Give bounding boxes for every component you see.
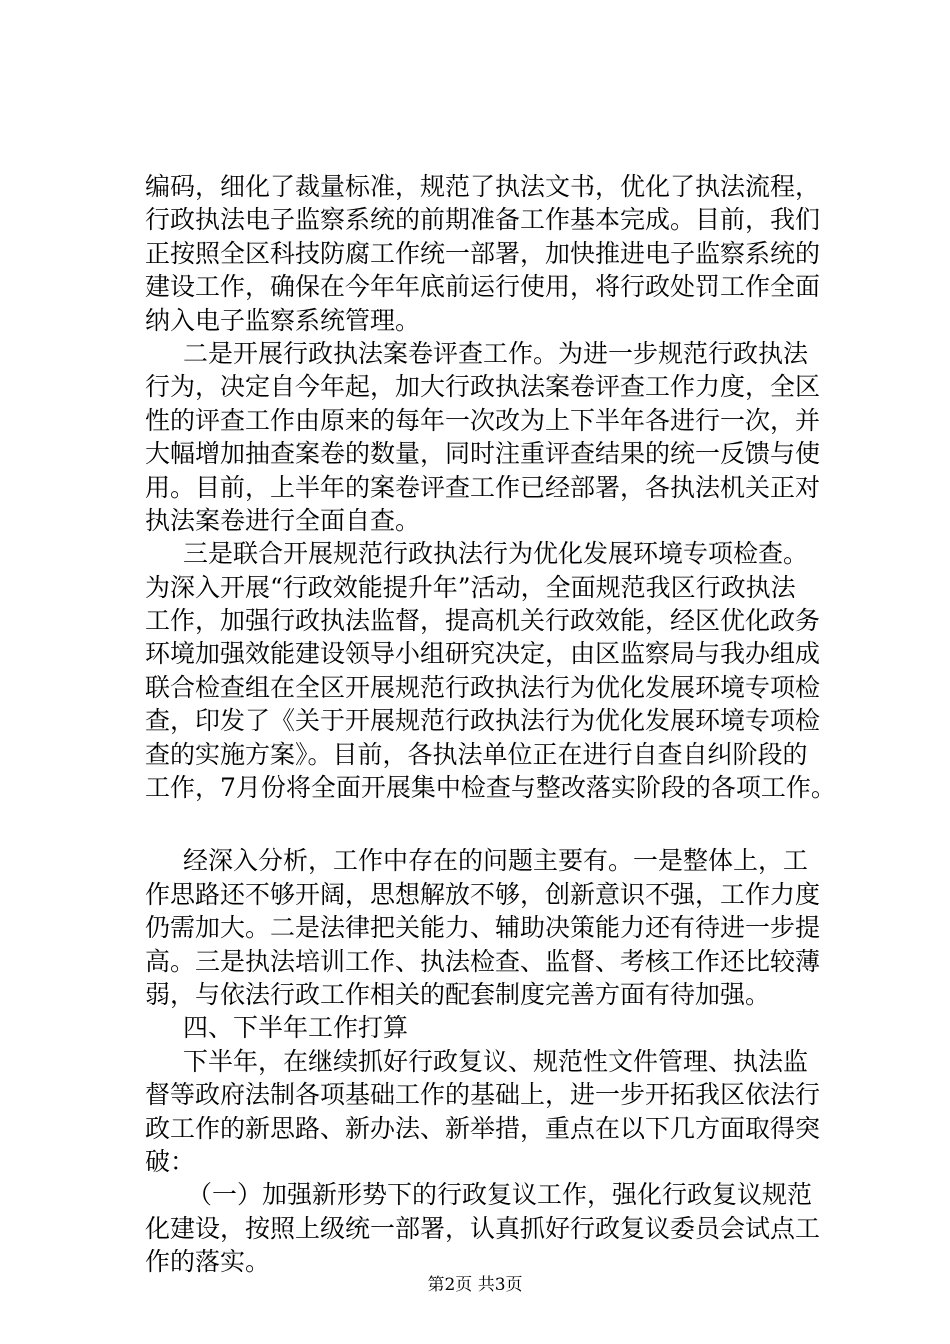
text-line: 弱，与依法行政工作相关的配套制度完善方面有待加强。 [145, 979, 771, 1009]
text-line: 作的落实。 [145, 1247, 271, 1277]
page-footer: 第2页 共3页 [427, 1275, 523, 1295]
text-line: 联合检查组在全区开展规范行政执法行为优化发展环境专项检 [145, 672, 821, 702]
text-line: 查，印发了《关于开展规范行政执法行为优化发展环境专项检 [145, 706, 821, 736]
text-line: 大幅增加抽查案卷的数量，同时注重评查结果的统一反馈与使 [145, 439, 821, 469]
text-line: 行为，决定自今年起，加大行政执法案卷评查工作力度，全区 [145, 372, 821, 402]
text-line: （一）加强新形势下的行政复议工作，强化行政复议规范 [187, 1180, 813, 1210]
text-line: 化建设，按照上级统一部署，认真抓好行政复议委员会试点工 [145, 1213, 821, 1243]
document-body [145, 170, 835, 1279]
text-line: 破： [145, 1146, 196, 1176]
text-line: 下半年，在继续抓好行政复议、规范性文件管理、执法监 [183, 1046, 809, 1076]
text-line: 建设工作，确保在今年年底前运行使用，将行政处罚工作全面 [145, 272, 821, 302]
text-line: 高。三是执法培训工作、执法检查、监督、考核工作还比较薄 [145, 946, 821, 976]
text-line: 编码，细化了裁量标准，规范了执法文书，优化了执法流程， [145, 172, 821, 201]
text-line: 环境加强效能建设领导小组研究决定，由区监察局与我办组成 [145, 639, 821, 669]
text-line: 为深入开展“行政效能提升年”活动，全面规范我区行政执法 [145, 572, 796, 602]
text-line: 性的评查工作由原来的每年一次改为上下半年各进行一次，并 [145, 405, 821, 435]
text-line: 工作，7月份将全面开展集中检查与整改落实阶段的各项工作。 [145, 773, 836, 803]
text-line: 二是开展行政执法案卷评查工作。为进一步规范行政执法 [183, 338, 809, 368]
text-line: 作思路还不够开阔，思想解放不够，创新意识不强，工作力度 [145, 879, 821, 909]
text-line: 正按照全区科技防腐工作统一部署，加快推进电子监察系统的 [145, 238, 821, 268]
text-line: 三是联合开展规范行政执法行为优化发展环境专项检查。 [183, 539, 809, 569]
text-line: 用。目前，上半年的案卷评查工作已经部署，各执法机关正对 [145, 472, 821, 502]
text-line: 执法案卷进行全面自查。 [145, 505, 421, 535]
text-line: 查的实施方案》。目前，各执法单位正在进行自查自纠阶段的 [145, 739, 808, 769]
text-line: 经深入分析，工作中存在的问题主要有。一是整体上，工 [183, 846, 809, 876]
paragraph-gap [145, 804, 835, 844]
text-line: 行政执法电子监察系统的前期准备工作基本完成。目前，我们 [145, 205, 821, 235]
text-line: 督等政府法制各项基础工作的基础上，进一步开拓我区依法行 [145, 1080, 821, 1110]
text-line: 仍需加大。二是法律把关能力、辅助决策能力还有待进一步提 [145, 913, 821, 943]
text-line: 纳入电子监察系统管理。 [145, 305, 421, 335]
text-line: 政工作的新思路、新办法、新举措，重点在以下几方面取得突 [145, 1113, 821, 1143]
text-line: 工作，加强行政执法监督，提高机关行政效能，经区优化政务 [145, 606, 821, 636]
section-heading: 四、下半年工作打算 [183, 1013, 409, 1043]
